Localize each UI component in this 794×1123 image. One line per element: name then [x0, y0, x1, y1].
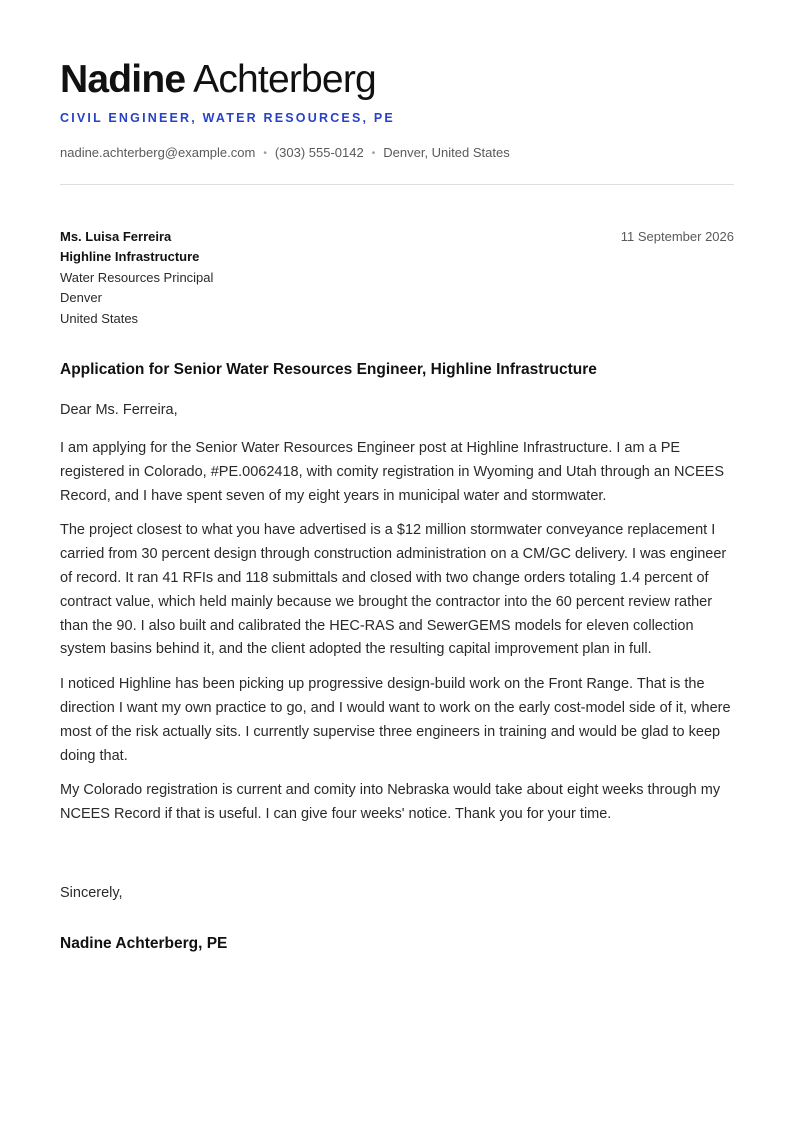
letter-body	[60, 437, 734, 838]
body-paragraph: The project closest to what you have advertised is a $12 million stormwater conveyance replacement I carried from 30 percent design through construction administration on a CM/GC delivery. I was engineer of record. It ran 41 RFIs and 118 submittals and closed with two change orders totaling 1.4 percent of contract value, which held mainly because we brought the contractor into the 60 percent review rather than the 90. I also built and calibrated the HEC-RAS and SewerGEMS models for eleven collection system basins behind it, and the client adopted the resulting capital improvement plan in full.	[60, 522, 727, 658]
contact-email: nadine.achterberg@example.com	[60, 145, 256, 160]
letter-signature: Nadine Achterberg, PE	[60, 935, 228, 952]
applicant-name	[60, 56, 376, 104]
letter-subject: Application for Senior Water Resources Engineer, Highline Infrastructure	[60, 361, 597, 378]
professional-title: CIVIL ENGINEER, WATER RESOURCES, PE	[60, 111, 395, 125]
recipient-city: Denver	[60, 290, 102, 306]
letter-date: 11 September 2026	[620, 229, 734, 244]
recipient-country: United States	[60, 310, 139, 326]
letter-closing: Sincerely,	[60, 885, 123, 901]
contact-line	[60, 145, 510, 160]
letter-salutation: Dear Ms. Ferreira,	[60, 402, 178, 418]
recipient-block	[60, 227, 213, 329]
contact-separator: •	[371, 148, 376, 159]
header-divider	[60, 184, 734, 185]
contact-separator: •	[263, 148, 267, 159]
applicant-first-name: Nadine	[60, 58, 186, 101]
contact-phone: (303) 555-0142	[274, 145, 364, 160]
body-paragraph: I am applying for the Senior Water Resources Engineer post at Highline Infrastructure. I am a PE registered in Colorado, #PE.0062418, with comity registration in Wyoming and Utah through an NCEES Record, and I have spent seven of my eight years in municipal water and stormwater.	[60, 440, 724, 504]
recipient-role: Water Resources Principal	[60, 269, 214, 285]
body-paragraph: I noticed Highline has been picking up progressive design-build work on the Front Range. That is the direction I want my own practice to go, and I would want to work on the early cost-model side of it, where most of the risk actually sits. I currently supervise three engineers in training and would be glad to keep doing that.	[60, 676, 731, 764]
contact-location: Denver, United States	[383, 145, 510, 160]
recipient-company: Highline Infrastructure	[60, 249, 200, 265]
applicant-last-name: Achterberg	[193, 58, 376, 101]
body-paragraph: My Colorado registration is current and comity into Nebraska would take about eight weeks through my NCEES Record if that is useful. I can give four weeks' notice. Thank you for your time.	[60, 782, 721, 823]
recipient-name: Ms. Luisa Ferreira	[60, 229, 172, 244]
